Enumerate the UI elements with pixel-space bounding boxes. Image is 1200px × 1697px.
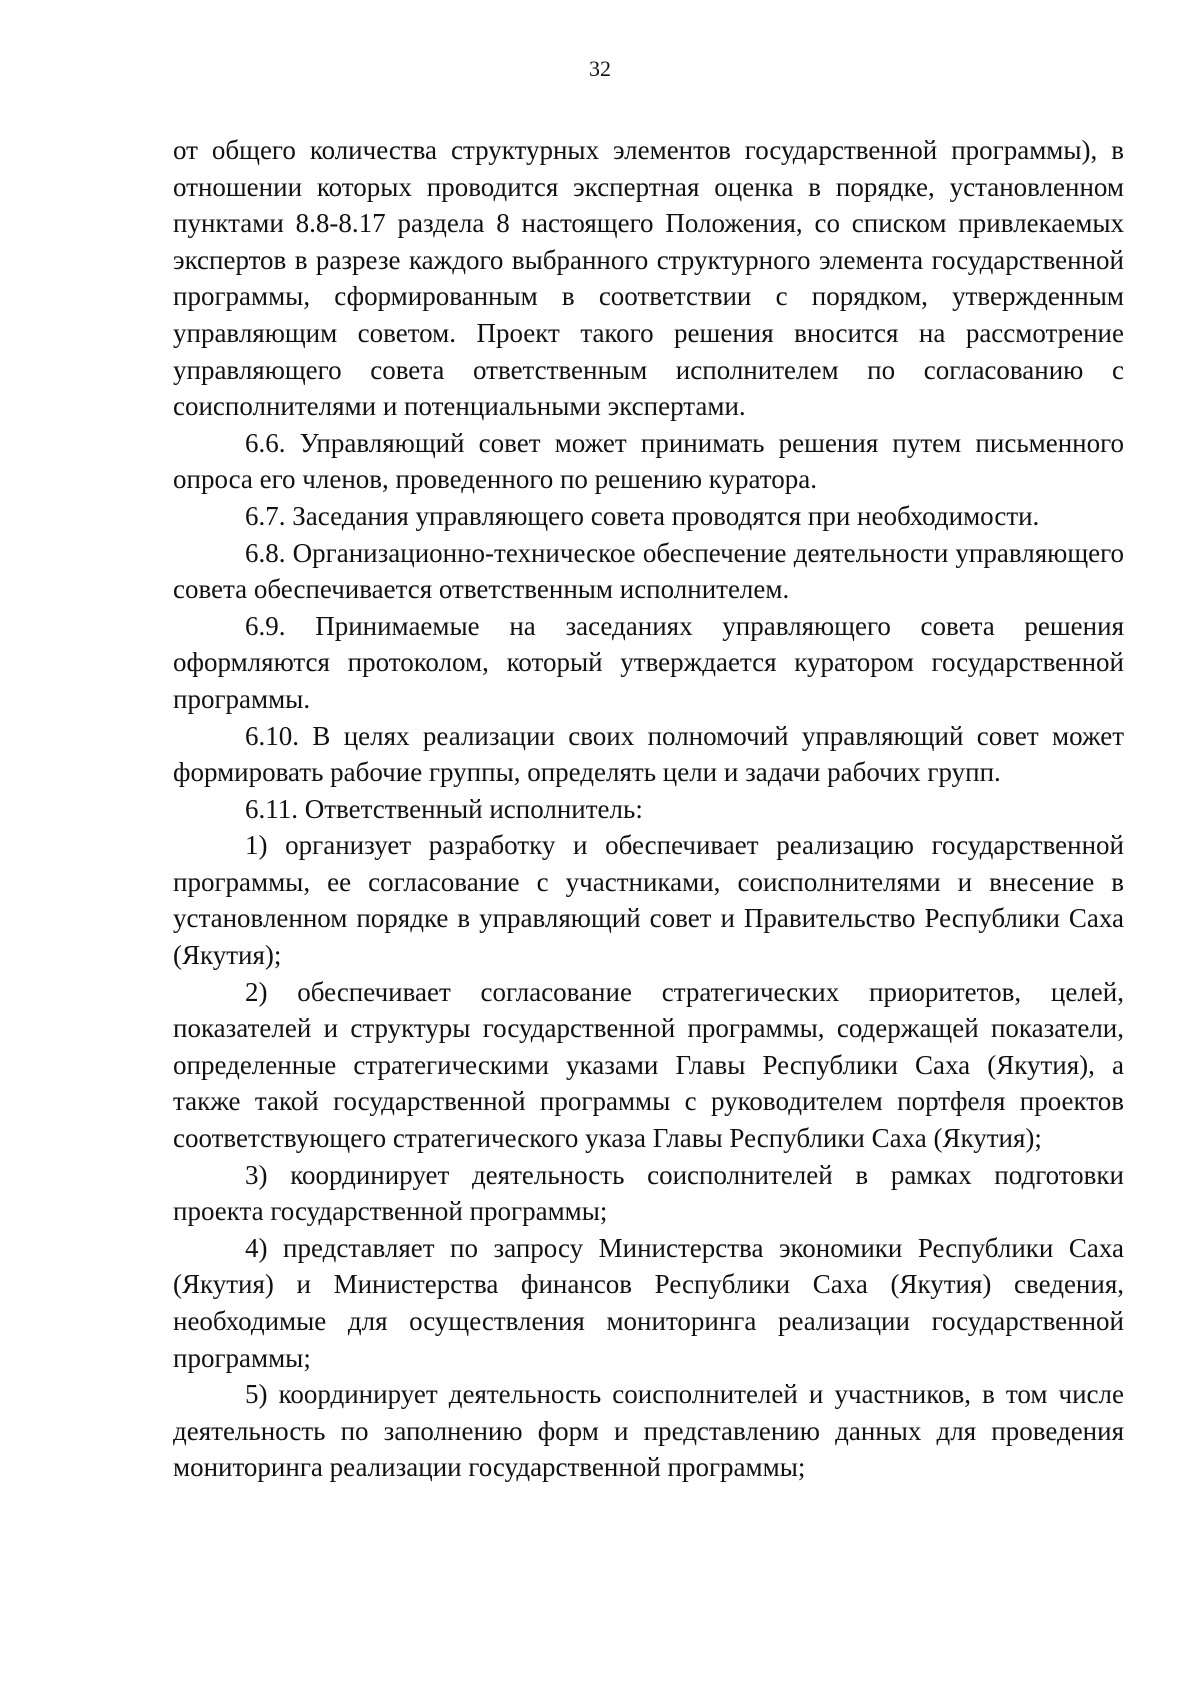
paragraph-6-9: 6.9. Принимаемые на заседаниях управляющего совета решения оформляются протоколом, который утверждается куратором государственной программы.: [173, 610, 1124, 714]
list-item-4: 4) представляет по запросу Министерства экономики Республики Саха (Якутия) и Министерства финансов Республики Саха (Якутия) сведения, необходимые для осуществления мониторинга реализации государственной программы;: [173, 1232, 1124, 1373]
document-body: [173, 132, 1124, 1486]
paragraph-6-11: 6.11. Ответственный исполнитель:: [245, 793, 643, 824]
paragraph-continuation: от общего количества структурных элементов государственной программы), в отношении которых проводится экспертная оценка в порядке, установленном пунктами 8.8-8.17 раздела 8 настоящего Положения, со списком привлекаемых экспертов в разрезе каждого выбранного структурного элемента государственной программы, сформированным в соответствии с порядком, утвержденным управляющим советом. Проект такого решения вносится на рассмотрение управляющего совета ответственным исполнителем по согласованию с соисполнителями и потенциальными экспертами.: [173, 135, 1124, 422]
paragraph-6-6: 6.6. Управляющий совет может принимать решения путем письменного опроса его членов, проведенного по решению куратора.: [173, 427, 1124, 495]
list-item-2: 2) обеспечивает согласование стратегических приоритетов, целей, показателей и структуры государственной программы, содержащей показатели, определенные стратегическими указами Главы Республики Саха (Якутия), а также такой государственной программы с руководителем портфеля проектов соответствующего стратегического указа Главы Республики Саха (Якутия);: [173, 976, 1124, 1154]
paragraph-6-7: 6.7. Заседания управляющего совета проводятся при необходимости.: [245, 500, 1040, 531]
list-item-3: 3) координирует деятельность соисполнителей в рамках подготовки проекта государственной программы;: [173, 1159, 1124, 1227]
paragraph-6-8: 6.8. Организационно-техническое обеспечение деятельности управляющего совета обеспечивается ответственным исполнителем.: [173, 537, 1124, 605]
list-item-1: 1) организует разработку и обеспечивает реализацию государственной программы, ее согласование с участниками, соисполнителями и внесение в установленном порядке в управляющий совет и Правительство Республики Саха (Якутия);: [173, 830, 1124, 971]
list-item-5: 5) координирует деятельность соисполнителей и участников, в том числе деятельность по заполнению форм и представлению данных для проведения мониторинга реализации государственной программы;: [173, 1379, 1124, 1483]
page-number: 32: [589, 56, 611, 81]
paragraph-6-10: 6.10. В целях реализации своих полномочий управляющий совет может формировать рабочие группы, определять цели и задачи рабочих групп.: [173, 720, 1124, 788]
